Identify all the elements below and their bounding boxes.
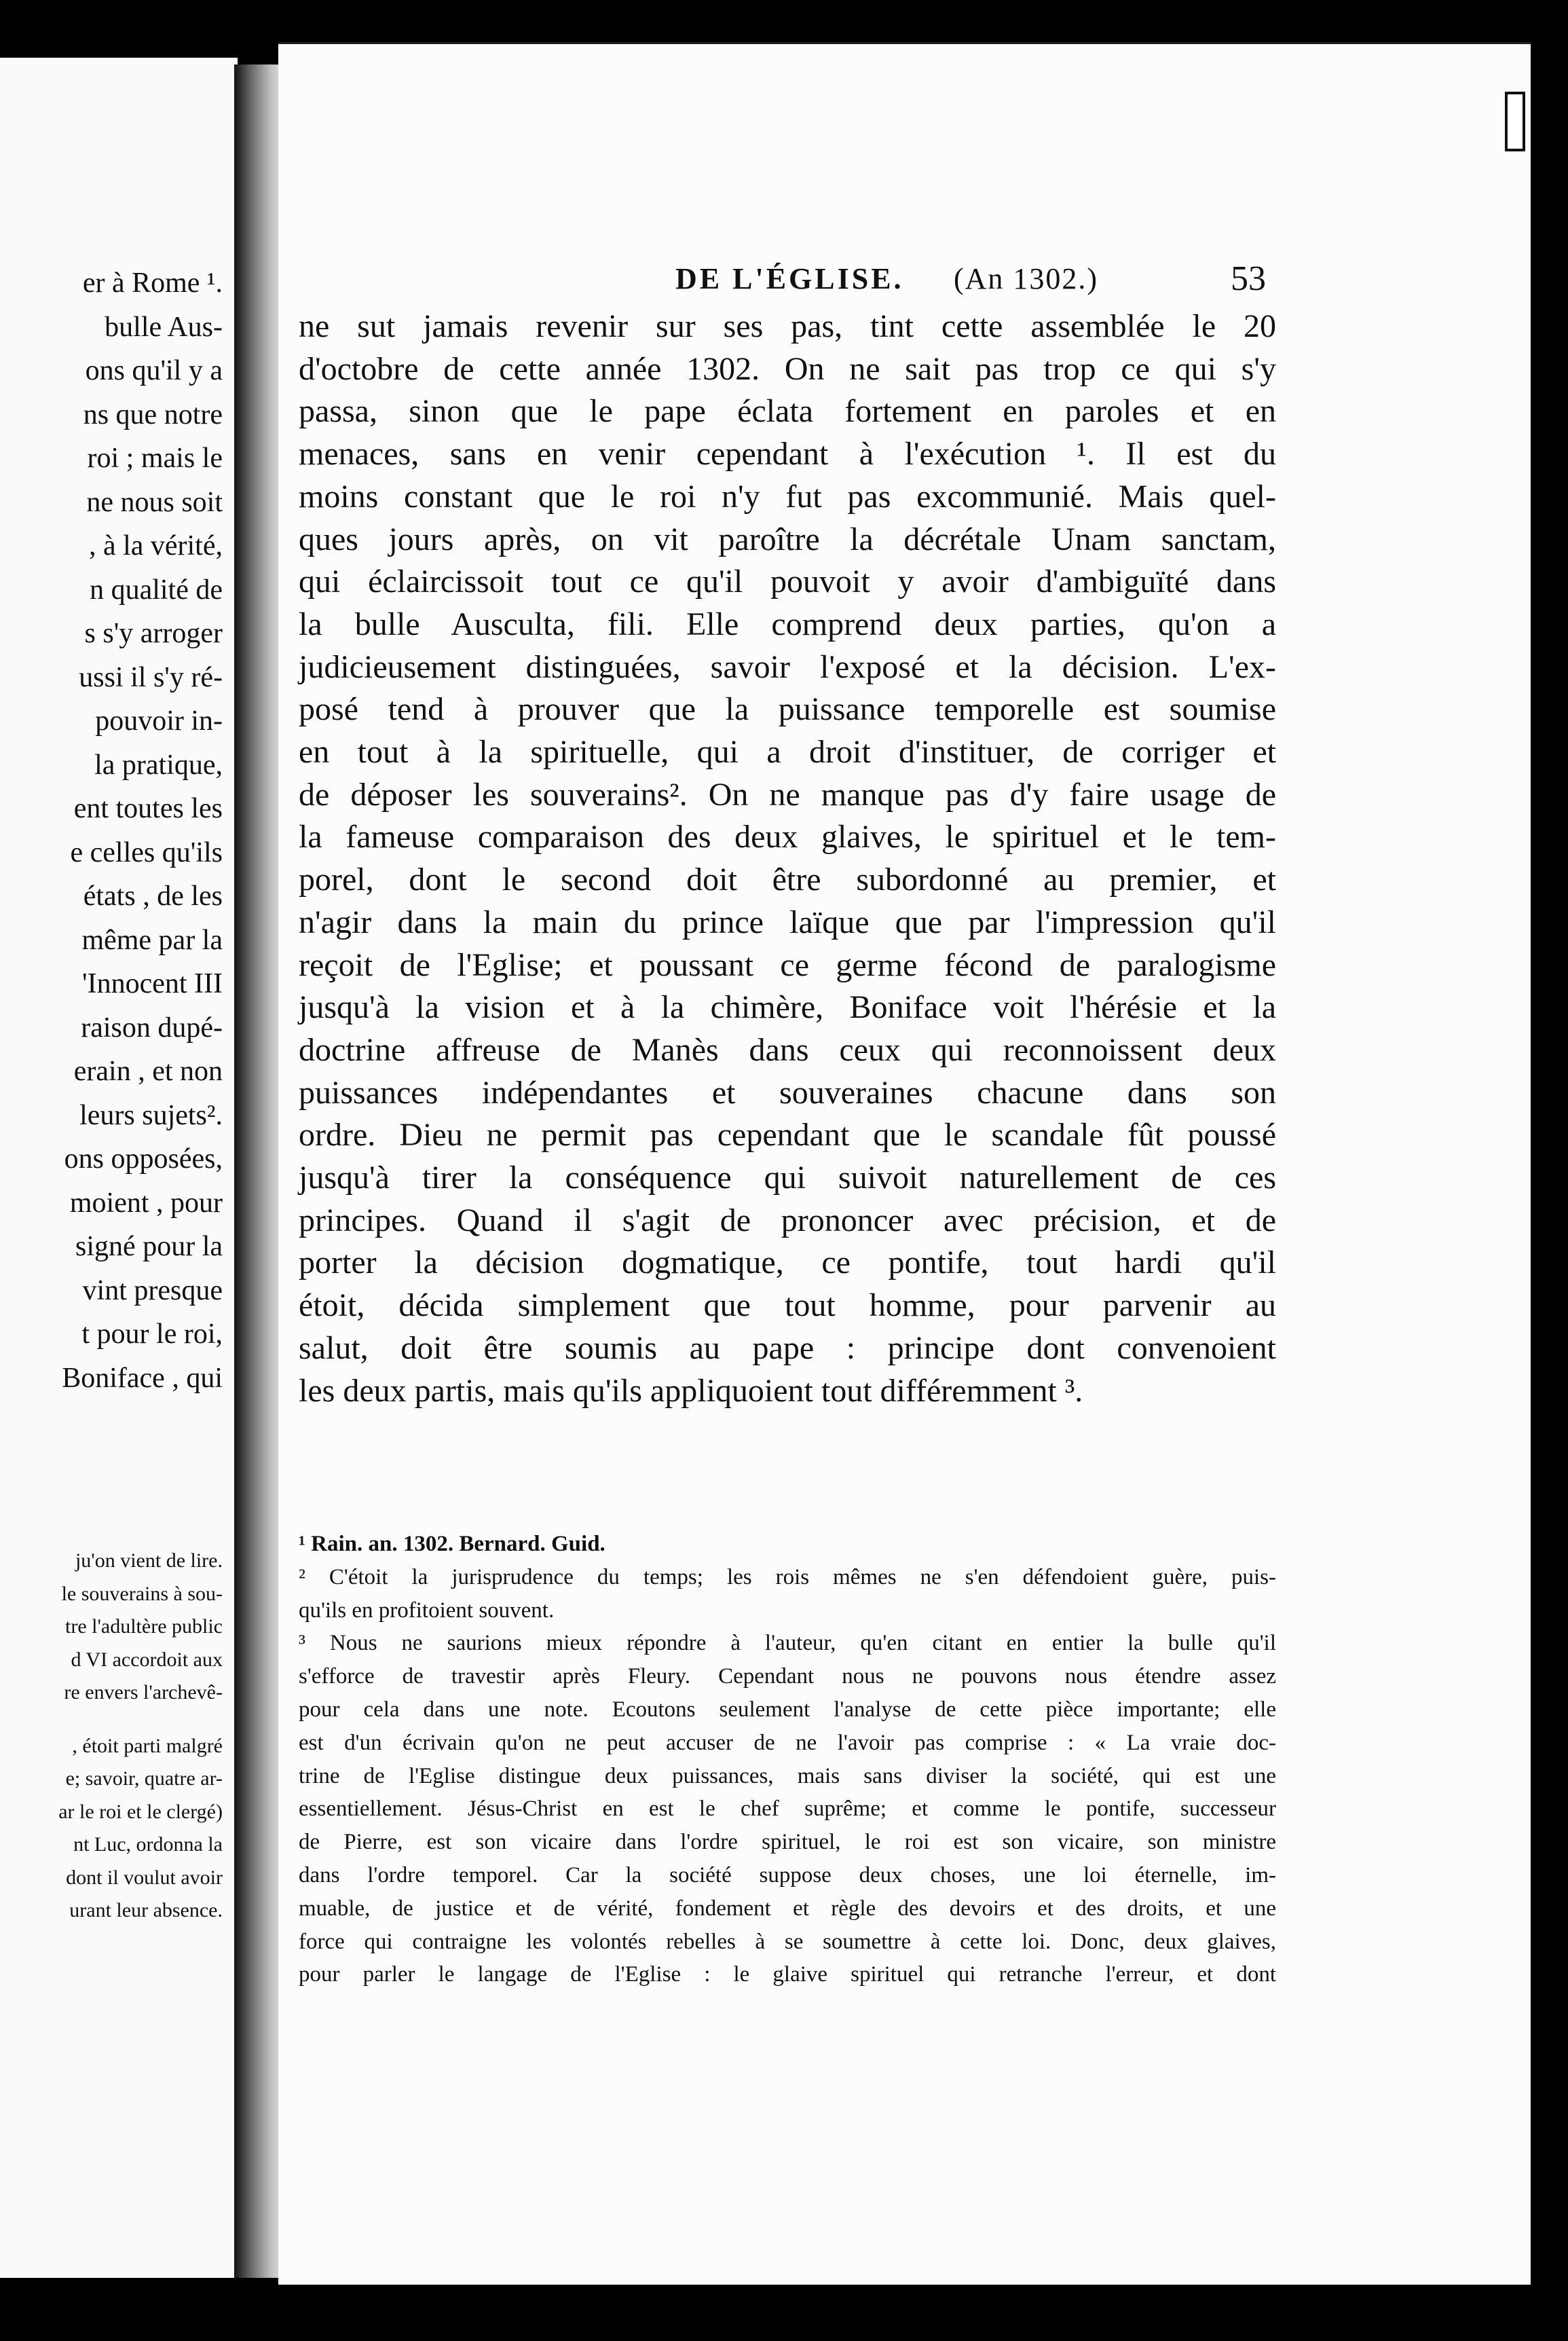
footnote-line: qu'ils en profitoient souvent. <box>299 1598 555 1623</box>
previous-page-line: ent toutes les <box>73 793 223 824</box>
footnote-line: ³ Nous ne saurions mieux répondre à l'auteur, qu'en citant en entier la bulle qu'il <box>299 1631 1276 1656</box>
previous-page-line: ons opposées, <box>64 1143 223 1175</box>
previous-page-line: 'Innocent III <box>82 968 223 999</box>
footnote-line: pour parler le langage de l'Eglise : le glaive spirituel qui retranche l'erreur, et dont <box>299 1962 1276 1987</box>
previous-page-note-line: , étoit parti malgré <box>72 1734 223 1757</box>
body-line: puissances indépendantes et souveraines chacune dans son <box>299 1074 1276 1111</box>
previous-page-line: ons qu'il y a <box>85 355 223 386</box>
previous-page-line: er à Rome ¹. <box>82 268 223 299</box>
page-corner-mark <box>1505 92 1525 151</box>
body-line: reçoit de l'Eglise; et poussant ce germe fécond de paralogisme <box>299 946 1276 983</box>
previous-page-line: Boniface , qui <box>62 1362 223 1394</box>
previous-page-line: ne nous soit <box>86 486 223 518</box>
footnote-line: ¹ Rain. an. 1302. Bernard. Guid. <box>299 1532 605 1556</box>
previous-page-note-line: ar le roi et le clergé) <box>58 1800 223 1823</box>
body-line: judicieusement distinguées, savoir l'exposé et la décision. L'ex- <box>299 648 1276 685</box>
footnote-line: pour cela dans une note. Ecoutons seulement l'analyse de cette pièce importante; elle <box>299 1697 1276 1722</box>
previous-page-note-line: nt Luc, ordonna la <box>73 1833 223 1856</box>
previous-page-line: pouvoir in- <box>95 705 223 737</box>
footnote-line: force qui contraigne les volontés rebelles à se soumettre à cette loi. Donc, deux glaives, <box>299 1929 1276 1954</box>
footnote-line: muable, de justice et de vérité, fondement et règle des devoirs et des droits, et une <box>299 1896 1276 1921</box>
body-line: la bulle Ausculta, fili. Elle comprend deux parties, qu'on a <box>299 606 1276 642</box>
body-line: porter la décision dogmatique, ce pontife, tout hardi qu'il <box>299 1245 1276 1281</box>
previous-page-fragment <box>0 58 238 2278</box>
previous-page-note-line: dont il voulut avoir <box>66 1866 223 1889</box>
previous-page-note-line: ju'on vient de lire. <box>75 1549 223 1572</box>
previous-page-line: raison dupé- <box>81 1012 223 1044</box>
footnote-line: de Pierre, est son vicaire dans l'ordre spirituel, le roi est son vicaire, son ministre <box>299 1830 1276 1855</box>
previous-page-note-line: le souverains à sou- <box>61 1582 223 1605</box>
previous-page-line: leurs sujets². <box>79 1099 223 1131</box>
footnotes <box>299 1528 1276 1991</box>
body-line: posé tend à prouver que la puissance temporelle est soumise <box>299 691 1276 728</box>
body-line: principes. Quand il s'agit de prononcer avec précision, et de <box>299 1202 1276 1238</box>
previous-page-line: signé pour la <box>75 1231 223 1262</box>
body-line: jusqu'à tirer la conséquence qui suivoit naturellement de ces <box>299 1160 1276 1196</box>
body-line: porel, dont le second doit être subordonné au premier, et <box>299 862 1276 898</box>
running-title: DE L'ÉGLISE. <box>675 262 904 295</box>
body-line: n'agir dans la main du prince laïque que par l'impression qu'il <box>299 904 1276 940</box>
previous-page-line: e celles qu'ils <box>70 836 223 868</box>
footnote-line: ² C'étoit la jurisprudence du temps; les rois mêmes ne s'en défendoient guère, puis- <box>299 1564 1276 1589</box>
footnote-line: essentiellement. Jésus-Christ en est le chef suprême; et comme le pontife, successeur <box>299 1796 1276 1822</box>
previous-page-note-line: urant leur absence. <box>69 1899 223 1921</box>
year-marker: (An 1302.) <box>954 262 1099 295</box>
body-line: jusqu'à la vision et à la chimère, Boniface voit l'hérésie et la <box>299 989 1276 1026</box>
previous-page-line: vint presque <box>82 1274 223 1306</box>
body-line: qui éclaircissoit tout ce qu'il pouvoit y avoir d'ambiguïté dans <box>299 564 1276 600</box>
previous-page-line: , à la vérité, <box>88 530 223 561</box>
previous-page-note-line: d VI accordoit aux <box>71 1648 223 1671</box>
previous-page-note-line: tre l'adultère public <box>65 1615 223 1638</box>
previous-page-line: t pour le roi, <box>81 1319 223 1350</box>
body-line: d'octobre de cette année 1302. On ne sait pas trop ce qui s'y <box>299 350 1276 387</box>
body-line: ques jours après, on vit paroître la décrétale Unam sanctam, <box>299 521 1276 557</box>
body-line: ne sut jamais revenir sur ses pas, tint cette assemblée le 20 <box>299 308 1276 344</box>
page-number: 53 <box>1231 259 1266 298</box>
footnote-line: trine de l'Eglise distingue deux puissances, mais sans diviser la société, qui est une <box>299 1763 1276 1788</box>
previous-page-footnotes <box>58 1545 223 1928</box>
body-line: passa, sinon que le pape éclata fortement en paroles et en <box>299 393 1276 430</box>
body-line: salut, doit être soumis au pape : principe dont convenoient <box>299 1329 1276 1366</box>
body-line: menaces, sans en venir cependant à l'exécution ¹. Il est du <box>299 436 1276 473</box>
previous-page-line: même par la <box>81 924 223 956</box>
body-line: en tout à la spirituelle, qui a droit d'instituer, de corriger et <box>299 734 1276 771</box>
footnote-line: est d'un écrivain qu'on ne peut accuser de ne l'avoir pas comprise : « La vraie doc- <box>299 1730 1276 1755</box>
previous-page-line: erain , et non <box>73 1056 223 1087</box>
footnote-line: s'efforce de travestir après Fleury. Cependant nous ne pouvons nous étendre assez <box>299 1664 1276 1689</box>
previous-page-line: s s'y arroger <box>84 618 223 649</box>
body-line: doctrine affreuse de Manès dans ceux qui reconnoissent deux <box>299 1031 1276 1068</box>
previous-page-note-line: e; savoir, quatre ar- <box>65 1767 223 1790</box>
previous-page-line: ussi il s'y ré- <box>79 661 223 693</box>
body-line: étoit, décida simplement que tout homme, pour parvenir au <box>299 1287 1276 1324</box>
previous-page-line: bulle Aus- <box>105 311 223 343</box>
body-text <box>299 306 1276 1412</box>
previous-page-line: ns que notre <box>83 399 223 430</box>
previous-page-note-line: re envers l'archevê- <box>64 1681 223 1703</box>
previous-page-line: roi ; mais le <box>87 443 223 474</box>
body-line: ordre. Dieu ne permit pas cependant que le scandale fût poussé <box>299 1117 1276 1154</box>
footnote-line: dans l'ordre temporel. Car la société suppose deux choses, une loi éternelle, im- <box>299 1862 1276 1887</box>
page <box>278 42 1531 2285</box>
previous-page-line: moient , pour <box>69 1187 223 1219</box>
body-line: les deux partis, mais qu'ils appliquoient tout différemment ³. <box>299 1372 1083 1409</box>
body-line: moins constant que le roi n'y fut pas excommunié. Mais quel- <box>299 478 1276 515</box>
previous-page-line: états , de les <box>83 881 223 912</box>
previous-page-text <box>62 261 223 1400</box>
body-line: la fameuse comparaison des deux glaives, le spirituel et le tem- <box>299 819 1276 855</box>
previous-page-line: n qualité de <box>90 574 223 606</box>
body-line: de déposer les souverains². On ne manque pas d'y faire usage de <box>299 776 1276 813</box>
previous-page-line: la pratique, <box>94 749 223 781</box>
